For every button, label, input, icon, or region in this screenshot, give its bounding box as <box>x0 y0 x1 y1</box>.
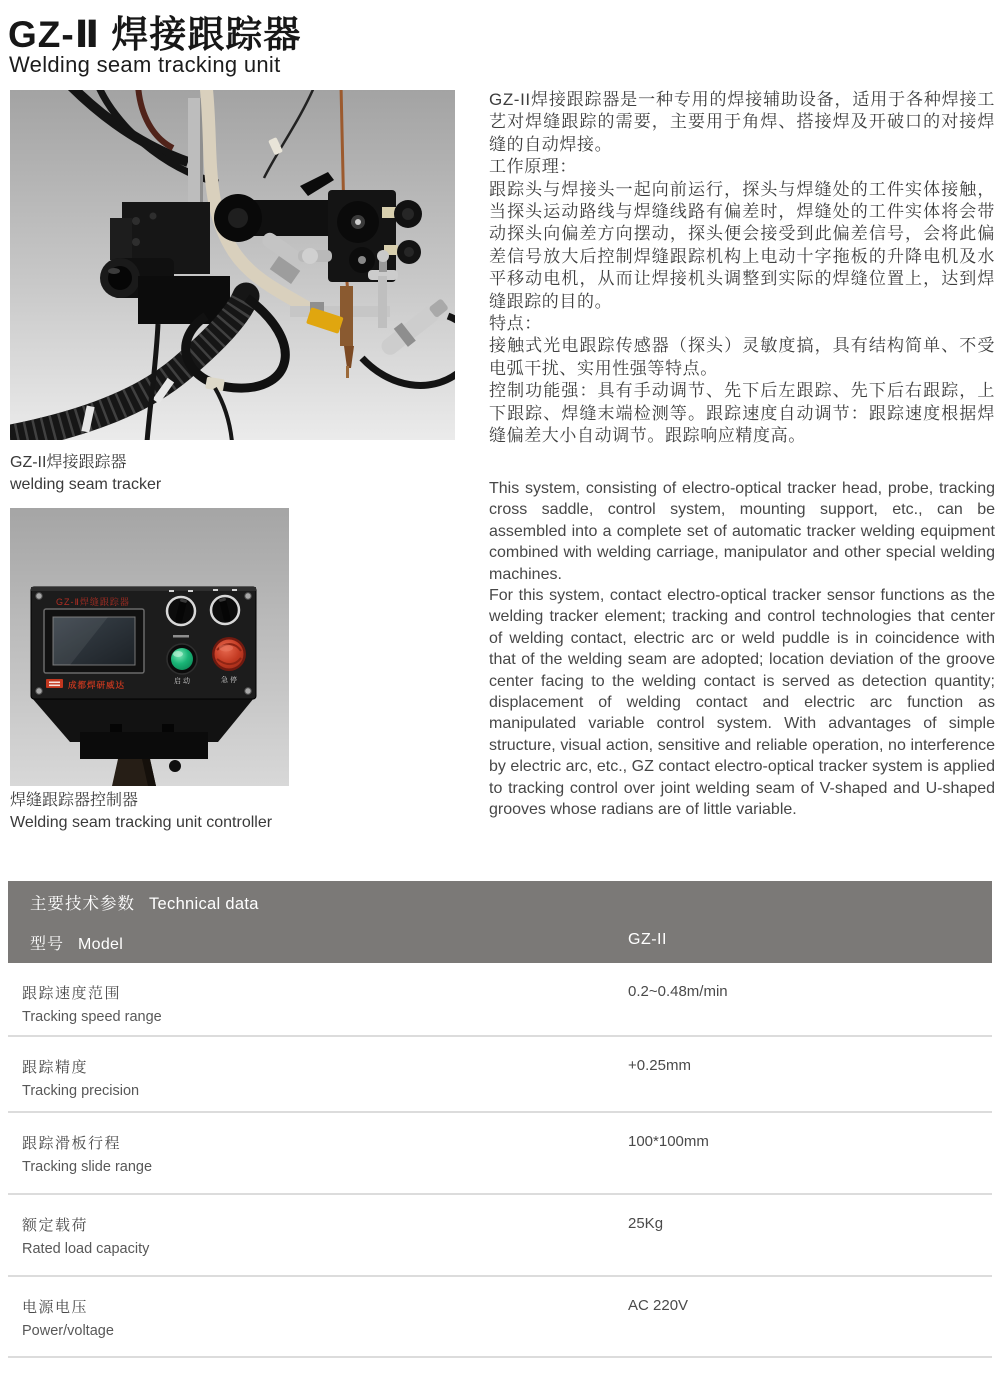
spec-label-zh: 额定载荷 <box>22 1217 89 1234</box>
tracker-photo <box>10 90 455 440</box>
spec-row-power-voltage <box>8 1277 992 1358</box>
start-button-label: 启 动 <box>174 678 190 685</box>
model-label-en: Model <box>78 936 124 953</box>
screw <box>245 593 251 599</box>
section-title-en: Technical data <box>149 895 259 913</box>
tracker-illustration <box>10 90 455 440</box>
zh-paragraph-sensor: 接触式光电跟踪传感器（探头）灵敏度搞，具有结构简单、不受电弧干扰、实用性强等特点。 <box>489 336 995 378</box>
spec-row-tracking-precision <box>8 1037 992 1113</box>
screw <box>36 688 42 694</box>
control-panel <box>31 587 256 699</box>
screw <box>245 688 251 694</box>
controller-caption <box>10 790 272 834</box>
hinge <box>110 724 122 732</box>
spec-label-en: Tracking speed range <box>22 1009 162 1025</box>
spec-row-tracking-speed <box>8 963 992 1037</box>
model-value: GZ-II <box>628 931 667 948</box>
cable-gland <box>169 760 181 772</box>
hinge <box>162 724 174 732</box>
zh-heading-principle: 工作原理： <box>489 157 577 177</box>
panel-title-text: GZ-Ⅱ焊缝跟踪器 <box>56 597 130 607</box>
spec-value: 25Kg <box>628 1215 664 1232</box>
spec-value: 0.2~0.48m/min <box>628 983 728 1000</box>
zh-heading-features: 特点： <box>489 314 542 334</box>
en-paragraph-detail: For this system, contact electro-optical tracker sensor functions as the welding tracker element; tracking and control technologies that center of welding contact, electric arc or weld puddle is in coincidence with that of the welding seam are adopted; location deviation of the groove center facing to the welding contact is served as detection quantity; displacement of welding contact and electric arc function as manipulated variable control system. With advantages of simple structure, visual action, sensitive and reliable operation, no interference by electric arc, etc., GZ contact electro-optical tracker system is applied to tracking control over joint welding seam of V-shaped and U-shaped grooves whose radians are of little variable. <box>489 587 995 819</box>
mounting-plate <box>80 732 208 759</box>
spec-label-zh: 电源电压 <box>22 1299 89 1316</box>
page-subtitle: Welding seam tracking unit <box>9 52 281 77</box>
spec-row-rated-load <box>8 1195 992 1277</box>
screw <box>36 593 42 599</box>
controller-caption-zh: 焊缝跟踪器控制器 <box>10 792 139 809</box>
description-chinese <box>489 89 995 448</box>
model-label <box>30 931 123 954</box>
brand-text: 成都焊研威达 <box>68 680 126 690</box>
spec-label-zh: 跟踪滑板行程 <box>22 1135 122 1152</box>
spec-value: +0.25mm <box>628 1057 691 1074</box>
zh-paragraph-intro: GZ-II焊接跟踪器是一种专用的焊接辅助设备，适用于各种焊接工艺对焊缝跟踪的需要，主要用于角焊、搭接焊及开破口的对接焊缝的自动焊接。 <box>489 90 995 154</box>
controller-illustration <box>10 508 289 786</box>
controller-caption-en: Welding seam tracking unit controller <box>10 814 273 831</box>
controller-photo <box>10 508 289 786</box>
spec-label-zh: 跟踪速度范围 <box>22 985 122 1002</box>
zh-paragraph-principle: 跟踪头与焊接头一起向前运行，探头与焊缝处的工件实体接触，当探头运动路线与焊缝线路有偏差时，焊缝处的工件实体将会带动探头向偏差方向摆动，探头便会接受到此偏差信号，会将此偏差信号放大后控制焊缝跟踪机构上电动十字拖板的升降电机及水平移动电机，从而让焊接机头调整到实际的焊缝位置上，达到焊缝跟踪的目的。 <box>489 179 995 311</box>
spec-label-en: Tracking precision <box>22 1083 140 1099</box>
zh-paragraph-control: 控制功能强：具有手动调节、先下后左跟踪、先下后右跟踪，上下跟踪、焊缝末端检测等。跟踪速度自动调节：跟踪速度根据焊缝偏差大小自动调节。跟踪响应精度高。 <box>489 381 995 446</box>
model-label-zh: 型号 <box>30 936 65 953</box>
spec-label-en: Rated load capacity <box>22 1241 150 1257</box>
tracker-caption <box>10 452 161 496</box>
spec-label-en: Power/voltage <box>22 1323 114 1339</box>
tracker-caption-zh: GZ-II焊接跟踪器 <box>10 454 127 471</box>
spec-label-zh: 跟踪精度 <box>22 1059 89 1076</box>
section-title-zh: 主要技术参数 <box>30 895 135 913</box>
spec-value: 100*100mm <box>628 1133 709 1150</box>
page-title: GZ-Ⅱ 焊接跟踪器 <box>8 14 302 55</box>
tracker-caption-en: welding seam tracker <box>10 476 162 493</box>
estop-button-label: 急 停 <box>221 677 237 684</box>
technical-data-header <box>8 881 992 963</box>
en-paragraph-system: This system, consisting of electro-optical tracker head, probe, tracking cross saddle, control system, mounting support, etc., can be assembled into a complete set of automatic tracker welding equipment combined with welding carriage, manipulator and other special welding machines. <box>489 480 995 583</box>
description-english <box>489 478 995 821</box>
spec-value: AC 220V <box>628 1297 689 1314</box>
section-title <box>30 890 259 914</box>
spec-row-slide-range <box>8 1113 992 1195</box>
lcd-screen <box>44 609 144 673</box>
spec-label-en: Tracking slide range <box>22 1159 153 1175</box>
